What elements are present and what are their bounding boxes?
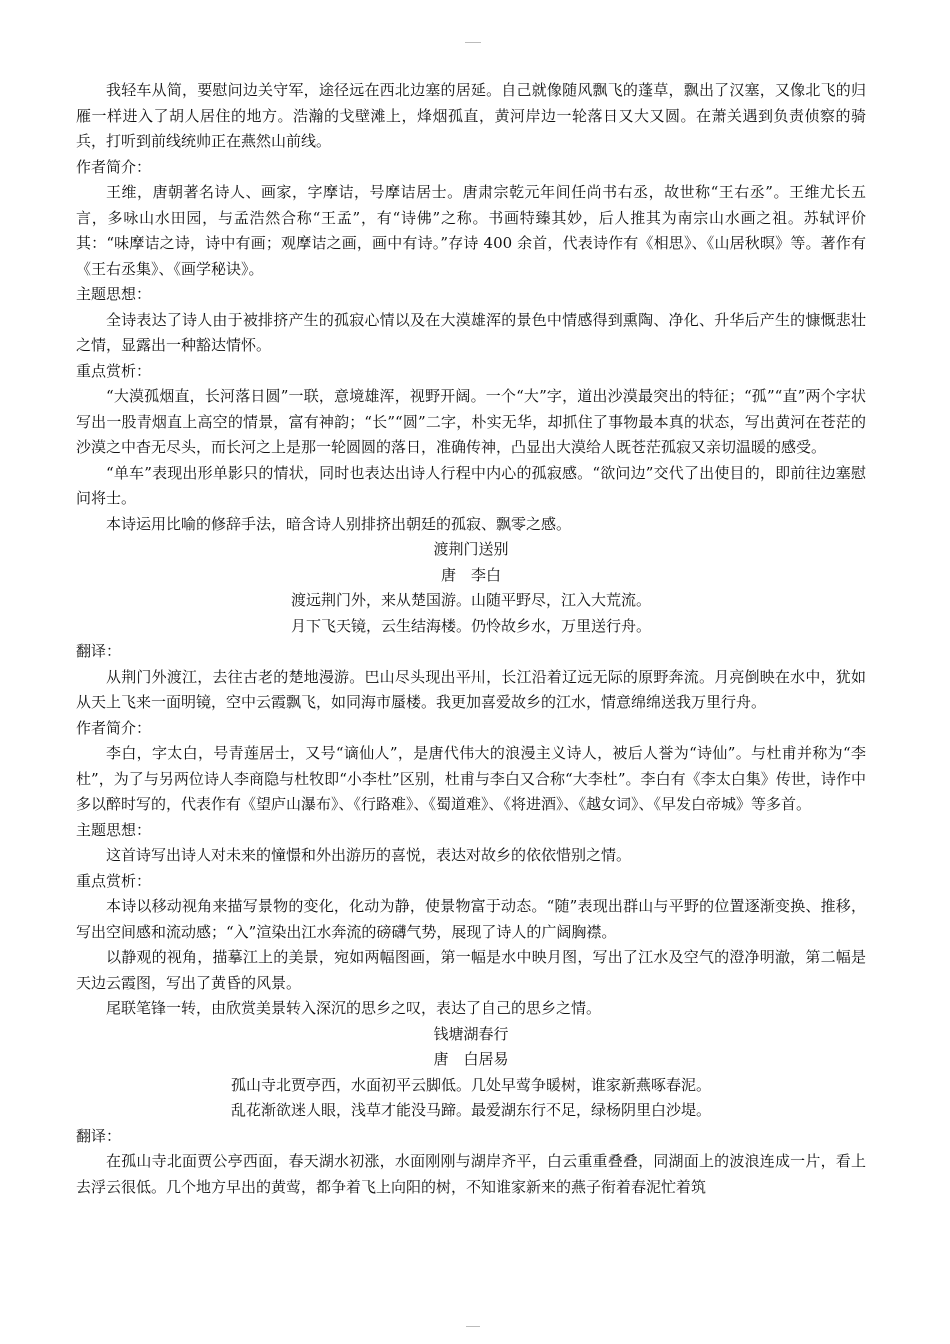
translation-paragraph-1: 我轻车从简，要慰问边关守军，途径远在西北边塞的居延。自己就像随风飘飞的蓬草，飘出了汉塞，又像北飞的归雁一样进入了胡人居住的地方。浩瀚的戈壁滩上，烽烟孤直，黄河岸边一轮落日又大又圆。在萧关遇到负责侦察的骑兵，打听到前线统帅正在燕然山前线。: [76, 81, 866, 150]
poem-title-2: 渡荆门送别: [433, 540, 509, 558]
translation-paragraph-3: 在孤山寺北面贾公亭西面，春天湖水初涨，水面刚刚与湖岸齐平，白云重重叠叠，同湖面上的波浪连成一片，看上去浮云很低。几个地方早出的黄莺，都争着飞上向阳的树，不知谁家新来的燕子衔着春泥忙着筑: [76, 1152, 866, 1196]
theme-paragraph-1: 全诗表达了诗人由于被排挤产生的孤寂心情以及在大漠雄浑的景色中情感得到熏陶、净化、升华后产生的慷慨悲壮之情，显露出一种豁达情怀。: [76, 310, 866, 354]
theme-label-2: 主题思想：: [76, 820, 152, 839]
appreciation-paragraph-2a: 本诗以移动视角来描写景物的变化，化动为静，使景物富于动态。“随”表现出群山与平野的位置逐渐变换、推移，写出空间感和流动感；“入”渲染出江水奔流的磅礴气势，展现了诗人的广阔胸襟。: [76, 897, 866, 941]
poem-author-3: 唐 白居易: [433, 1050, 509, 1068]
poem-line-3b: 乱花渐欲迷人眼，浅草才能没马蹄。最爱湖东行不足，绿杨阴里白沙堤。: [230, 1101, 711, 1119]
author-label-1: 作者简介：: [76, 157, 152, 176]
poem-line-2b: 月下飞天镜，云生结海楼。仍怜故乡水，万里送行舟。: [290, 616, 651, 635]
author-paragraph-2: 李白，字太白，号青莲居士，又号“谪仙人”，是唐代伟大的浪漫主义诗人，被后人誉为“诗仙”。与杜甫并称为“李杜”，为了与另两位诗人李商隐与杜牧即“小李杜”区别，杜甫与李白又合称“大李杜”。李白有《李太白集》传世，诗作中多以醉时写的，代表作有《望庐山瀑布》、《行路难》、《蜀道难》、《将进酒》、《越女词》、《早发白帝城》等多首。: [76, 744, 866, 813]
appreciation-paragraph-2b: 以静观的视角，描摹江上的美景，宛如两幅图画，第一幅是水中映月图，写出了江水及空气的澄净明澈，第二幅是天边云霞图，写出了黄昏的风景。: [76, 948, 866, 992]
theme-paragraph-2: 这首诗写出诗人对未来的憧憬和外出游历的喜悦，表达对故乡的依依惜别之情。: [106, 846, 632, 864]
poem-line-3a: 孤山寺北贾亭西，水面初平云脚低。几处早莺争暖树，谁家新燕啄春泥。: [230, 1075, 711, 1094]
document-page: [76, 78, 866, 1200]
appreciation-paragraph-1a: “大漠孤烟直，长河落日圆”一联，意境雄浑，视野开阔。一个“大”字，道出沙漠最突出的特征；“孤”“直”两个字状写出一股青烟直上高空的情景，富有神韵；“长”“圆”二字，朴实无华，却抓住了事物最本真的状态，写出黄河在苍茫的沙漠之中杳无尽头，而长河之上是那一轮圆圆的落日，准确传神，凸显出大漠给人既苍茫孤寂又亲切温暖的感受。: [76, 387, 866, 456]
theme-label-1: 主题思想：: [76, 285, 152, 303]
author-paragraph-1: 王维，唐朝著名诗人、画家，字摩诘，号摩诘居士。唐肃宗乾元年间任尚书右丞，故世称“王右丞”。王维尤长五言，多咏山水田园，与孟浩然合称“王孟”，有“诗佛”之称。书画特臻其妙，后人推其为南宗山水画之祖。苏轼评价其：“味摩诘之诗，诗中有画；观摩诘之画，画中有诗。”存诗 400 余首，代表诗作有《相思》、《山居秋暝》等。著作有《王右丞集》、《画学秘诀》。: [76, 183, 866, 278]
poem-author-2: 唐 李白: [440, 565, 501, 584]
poem-title-3: 钱塘湖春行: [433, 1024, 509, 1043]
translation-label-2: 翻译：: [76, 642, 122, 660]
poem-line-2a: 渡远荆门外，来从楚国游。山随平野尽，江入大荒流。: [290, 591, 651, 609]
appreciation-paragraph-1c: 本诗运用比喻的修辞手法，暗含诗人别排挤出朝廷的孤寂、飘零之感。: [106, 514, 572, 533]
page-top-mark: [465, 42, 481, 43]
appreciation-paragraph-2c: 尾联笔锋一转，由欣赏美景转入深沉的思乡之叹，表达了自己的思乡之情。: [106, 999, 602, 1017]
translation-label-3: 翻译：: [76, 1126, 122, 1145]
appreciation-label-1: 重点赏析：: [76, 361, 152, 380]
appreciation-paragraph-1b: “单车”表现出形单影只的情状，同时也表达出诗人行程中内心的孤寂感。“欲问边”交代了出使目的，即前往边塞慰问将士。: [76, 463, 866, 507]
translation-paragraph-2: 从荆门外渡江，去往古老的楚地漫游。巴山尽头现出平川，长江沿着辽远无际的原野奔流。月亮倒映在水中，犹如从天上飞来一面明镜，空中云霞飘飞，如同海市蜃楼。我更加喜爱故乡的江水，情意绵绵送我万里行舟。: [76, 667, 866, 711]
author-label-2: 作者简介：: [76, 718, 152, 737]
page-bottom-mark: [466, 1326, 480, 1327]
appreciation-label-2: 重点赏析：: [76, 871, 152, 890]
